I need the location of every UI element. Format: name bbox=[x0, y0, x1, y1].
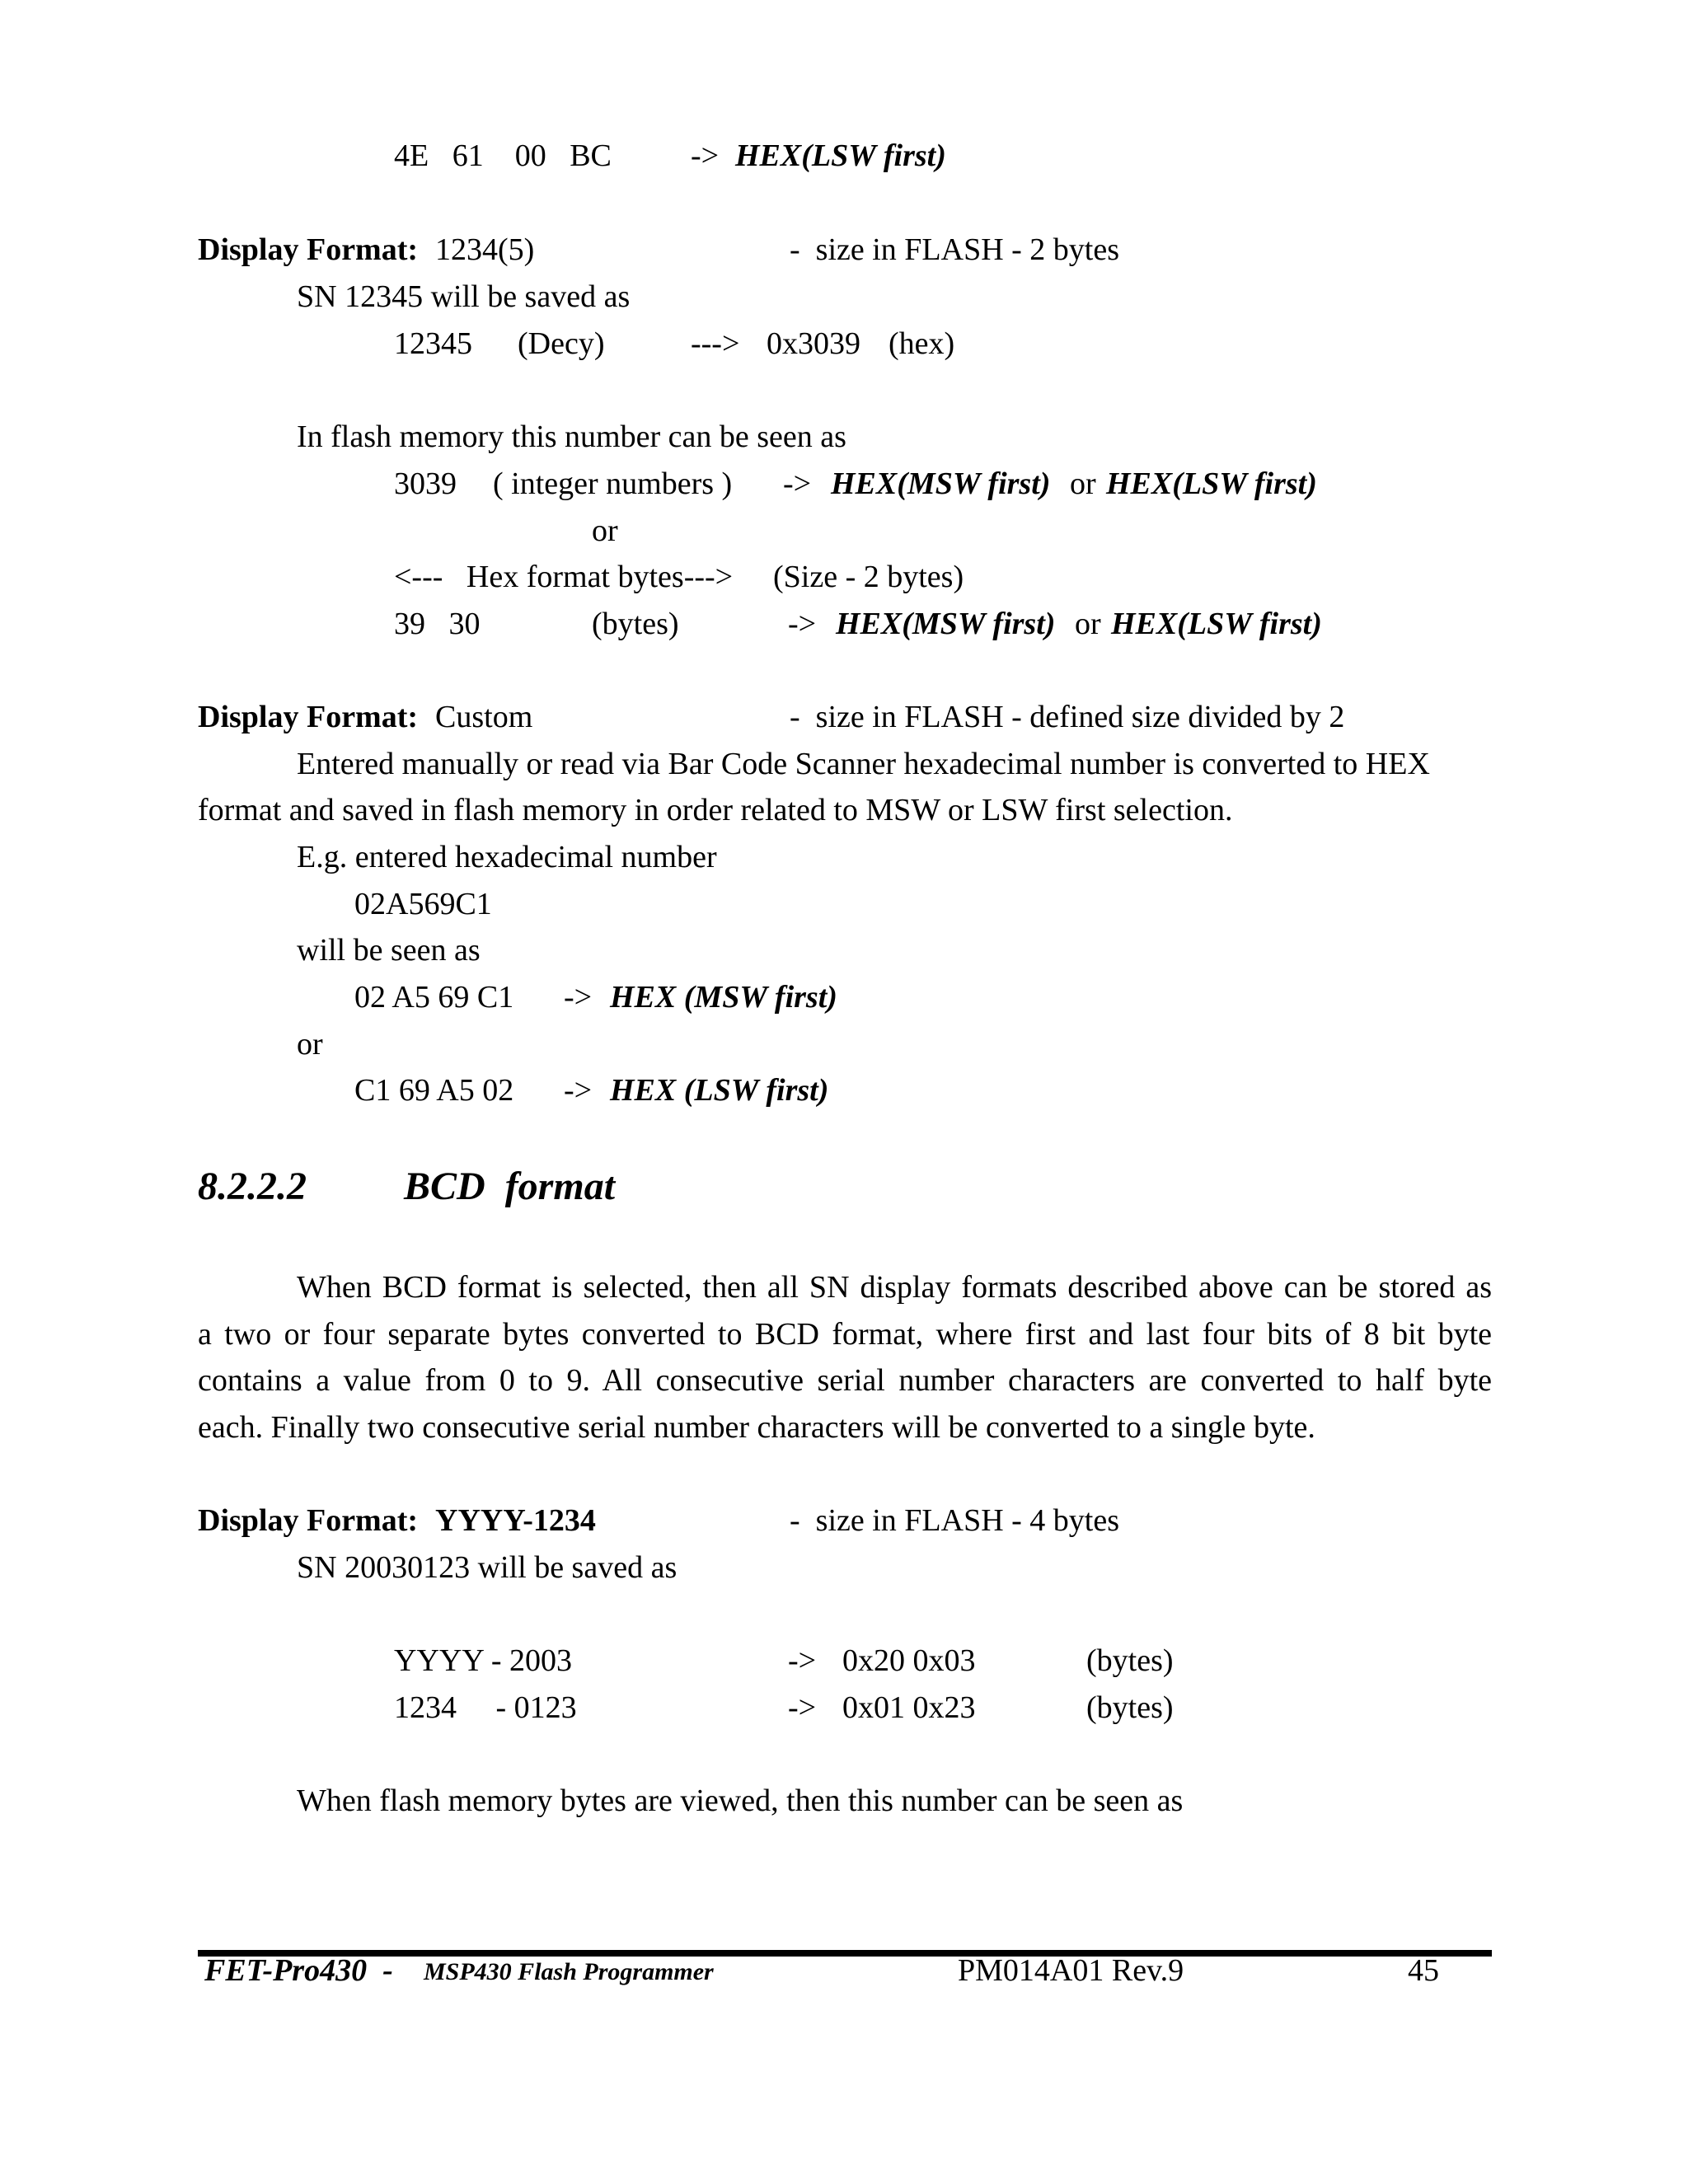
arrow: ---> bbox=[691, 326, 740, 361]
flash-intro-text: In flash memory this number can be seen as bbox=[297, 419, 846, 454]
display-format-label: Display Format: bbox=[198, 232, 419, 267]
hex-value: 0x3039 bbox=[767, 326, 860, 361]
msw-bytes-value: 02 A5 69 C1 bbox=[354, 980, 514, 1015]
display-format-value: YYYY-1234 bbox=[435, 1503, 596, 1538]
decimal-label: (Decy) bbox=[518, 326, 605, 361]
hex-lsw-label: HEX(LSW first) bbox=[1106, 466, 1317, 501]
arrow: -> bbox=[783, 466, 812, 501]
bytes-label: (bytes) bbox=[592, 607, 679, 641]
arrow: -> bbox=[788, 1690, 817, 1725]
number-row-label: 1234 - 0123 bbox=[394, 1690, 577, 1725]
example-text: E.g. entered hexadecimal number bbox=[297, 840, 717, 874]
section-title: BCD format bbox=[404, 1165, 616, 1208]
bytes-value: 39 30 bbox=[394, 607, 481, 641]
bytes-label: (bytes) bbox=[1086, 1690, 1174, 1725]
bytes-label: (bytes) bbox=[1086, 1643, 1174, 1678]
year-bytes-value: 0x20 0x03 bbox=[842, 1643, 976, 1678]
hex-msw-label: HEX (MSW first) bbox=[610, 980, 837, 1015]
paragraph-line: format and saved in flash memory in order related to MSW or LSW first selection. bbox=[198, 793, 1233, 827]
arrow: -> bbox=[788, 607, 817, 641]
integer-value: 3039 bbox=[394, 466, 457, 501]
number-bytes-value: 0x01 0x23 bbox=[842, 1690, 976, 1725]
example-value: 02A569C1 bbox=[354, 887, 492, 921]
size-note: - size in FLASH - 2 bytes bbox=[790, 232, 1120, 267]
or-text: or bbox=[1070, 466, 1096, 501]
display-format-label: Display Format: bbox=[198, 700, 419, 734]
year-row-label: YYYY - 2003 bbox=[394, 1643, 573, 1678]
section-number: 8.2.2.2 bbox=[198, 1165, 307, 1208]
decimal-value: 12345 bbox=[394, 326, 472, 361]
hex-label: (hex) bbox=[889, 326, 955, 361]
hex-msw-label: HEX(MSW first) bbox=[831, 466, 1051, 501]
arrow: -> bbox=[564, 980, 593, 1015]
saved-as-text: SN 20030123 will be saved as bbox=[297, 1550, 678, 1585]
arrow: -> bbox=[788, 1643, 817, 1678]
bcd-paragraph-line: each. Finally two consecutive serial number characters will be converted to a single byte. bbox=[198, 1410, 1315, 1445]
size-note: - size in FLASH - defined size divided by 2 bbox=[790, 700, 1345, 734]
flash-viewed-text: When flash memory bytes are viewed, then this number can be seen as bbox=[297, 1783, 1184, 1818]
lsw-bytes-value: C1 69 A5 02 bbox=[354, 1073, 514, 1108]
hex-format-bytes-text: <--- Hex format bytes---> bbox=[394, 560, 734, 594]
bcd-paragraph-line: contains a value from 0 to 9. All consecutive serial number characters are converted to half byte bbox=[198, 1363, 1492, 1398]
integer-label: ( integer numbers ) bbox=[493, 466, 733, 501]
arrow: -> bbox=[691, 138, 720, 173]
footer-doc-id: PM014A01 Rev.9 bbox=[958, 1953, 1184, 1988]
hex-lsw-label: HEX(LSW first) bbox=[735, 138, 946, 173]
page-number: 45 bbox=[1408, 1953, 1439, 1988]
bcd-paragraph-line: a two or four separate bytes converted to BCD format, where first and last four bits of 8 bit byte bbox=[198, 1317, 1492, 1352]
hex-msw-label: HEX(MSW first) bbox=[836, 607, 1056, 641]
or-text: or bbox=[1075, 607, 1101, 641]
size-note: - size in FLASH - 4 bytes bbox=[790, 1503, 1120, 1538]
arrow: -> bbox=[564, 1073, 593, 1108]
display-format-value: 1234(5) bbox=[435, 232, 535, 267]
bcd-paragraph-line: When BCD format is selected, then all SN display formats described above can be stored as bbox=[297, 1270, 1492, 1305]
or-text: or bbox=[592, 513, 618, 548]
hex-lsw-label: HEX(LSW first) bbox=[1111, 607, 1322, 641]
bytes-lsw-value: 4E 61 00 BC bbox=[394, 138, 612, 173]
footer-subtitle: MSP430 Flash Programmer bbox=[424, 1958, 714, 1985]
display-format-value: Custom bbox=[435, 700, 533, 734]
seen-as-text: will be seen as bbox=[297, 933, 481, 968]
paragraph-line: Entered manually or read via Bar Code Scanner hexadecimal number is converted to HEX bbox=[297, 747, 1430, 781]
hex-lsw-label: HEX (LSW first) bbox=[610, 1073, 829, 1108]
size-2-bytes-text: (Size - 2 bytes) bbox=[773, 560, 964, 594]
or-text: or bbox=[297, 1027, 323, 1062]
footer-title: FET-Pro430 - bbox=[204, 1953, 393, 1988]
saved-as-text: SN 12345 will be saved as bbox=[297, 279, 631, 314]
display-format-label: Display Format: bbox=[198, 1503, 419, 1538]
